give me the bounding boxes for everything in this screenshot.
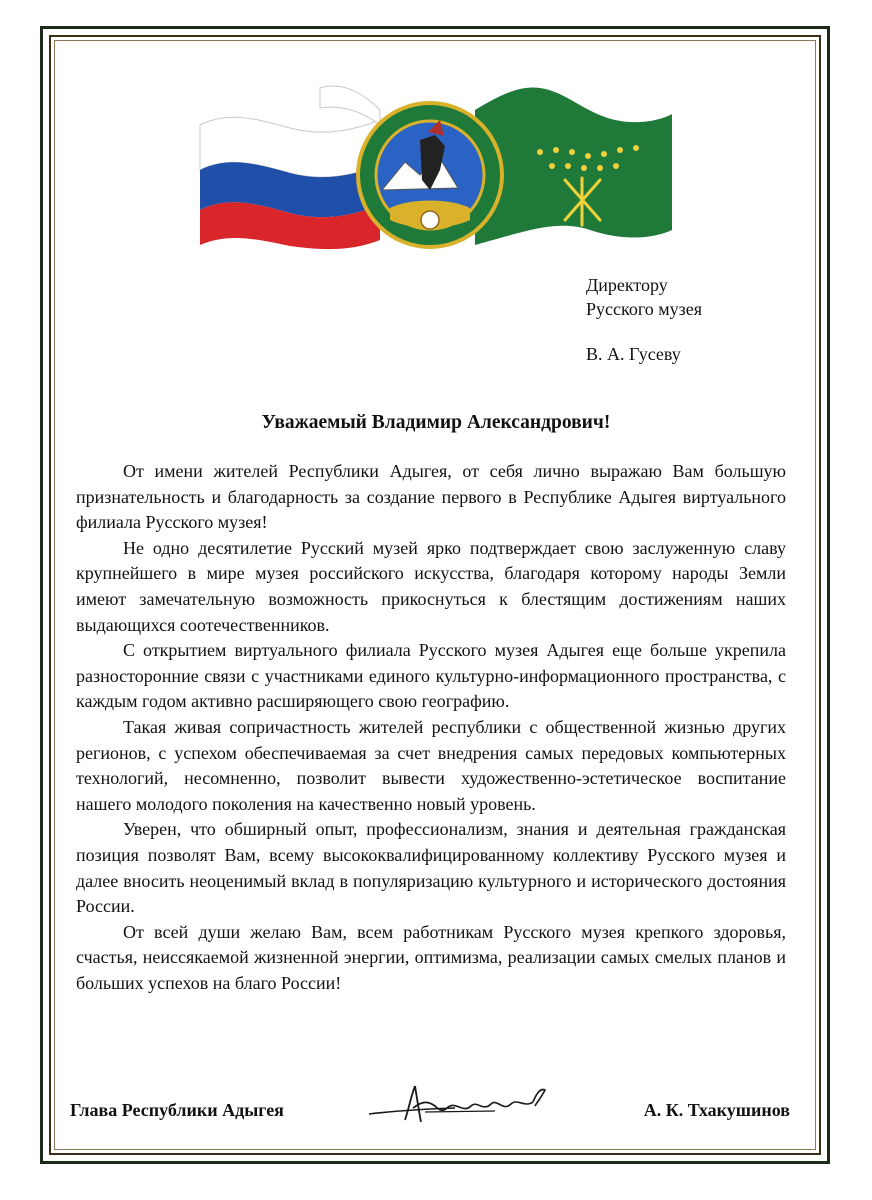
signatory-title: Глава Республики Адыгея <box>70 1100 284 1120</box>
signatory-name: А. К. Тхакушинов <box>643 1100 790 1120</box>
letter-body <box>76 459 786 996</box>
coat-of-arms-icon <box>358 103 502 247</box>
emblem-with-flags-icon <box>190 80 680 250</box>
paragraph: От всей души желаю Вам, всем работникам Русского музея крепкого здоровья, счастья, неиссякаемой жизненной энергии, оптимизма, реализации самых смелых планов и больших успехов на благо России! <box>76 921 786 993</box>
salutation: Уважаемый Владимир Александрович! <box>261 412 611 433</box>
addressee-name: В. А. Гусеву <box>586 344 681 364</box>
paragraph: От имени жителей Республики Адыгея, от себя лично выражаю Вам большую признательность и благодарность за создание первого в Республике Адыгея виртуального филиала Русского музея! <box>76 461 786 533</box>
addressee-line-2: Русского музея <box>586 299 703 319</box>
signature-row <box>70 1100 790 1130</box>
paragraph: Такая живая сопричастность жителей республики с общественной жизнью других регионов, с успехом обеспечиваемая за счет внедрения самых передовых компьютерных технологий, несомненно, позволит вывести художественно-эстетическое воспитание нашего молодого поколения на качественно новый уровень. <box>76 716 786 814</box>
paragraph: Не одно десятилетие Русский музей ярко подтверждает свою заслуженную славу крупнейшего в мире музея российского искусства, благодаря которому народы Земли имеют замечательную возможность прикоснуться к блестящим достижениям наших выдающихся соотечественников. <box>76 537 786 635</box>
addressee-block <box>586 273 702 366</box>
adygea-flag-icon <box>475 87 672 245</box>
paragraph: С открытием виртуального филиала Русского музея Адыгея еще больше укрепила разносторонние связи с участниками единого культурно-информационного пространства, с каждым годом активно расширяющего свою географию. <box>76 640 786 712</box>
paragraph: Уверен, что обширный опыт, профессионализм, знания и деятельная гражданская позиция позволят Вам, всему высококвалифицированному коллективу Русского музея и далее вносить неоценимый вклад в популяризацию культурного и исторического достояния России. <box>76 819 786 917</box>
addressee-line-1: Директору <box>586 275 668 295</box>
handwritten-signature-icon <box>365 1078 560 1130</box>
russian-flag-icon <box>200 86 380 249</box>
